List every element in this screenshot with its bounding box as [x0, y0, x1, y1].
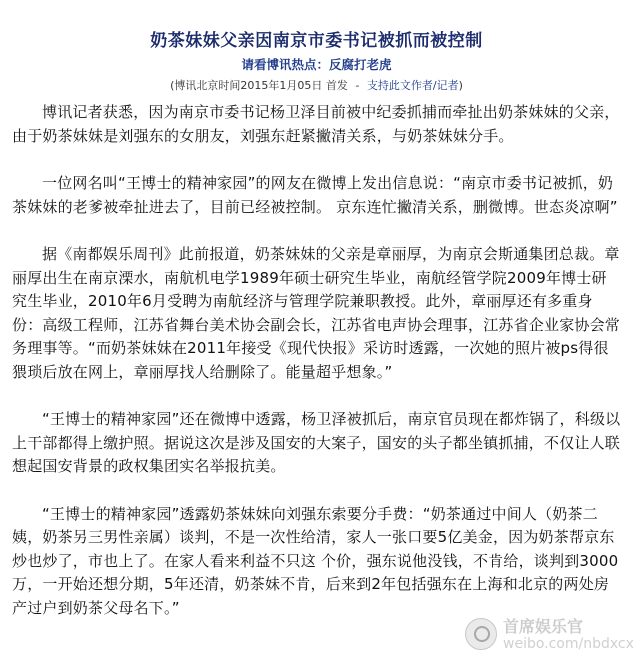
article-title: 奶茶妹妹父亲因南京市委书记被抓而被控制: [150, 31, 483, 51]
paragraph-2: 一位网名叫“王博士的精神家园”的网友在微博上发出信息说：“南京市委书记被抓，奶茶妹妹的老爹被牵扯进去了，目前已经被控制。 京东连忙撇清关系，删微博。世态炎凉啊”: [12, 174, 618, 216]
hot-topic-link[interactable]: 反腐打老虎: [329, 57, 392, 72]
watermark-name: 首席娱乐官: [503, 617, 584, 636]
article-meta: [12, 78, 621, 94]
paragraph-5: “王博士的精神家园”透露奶茶妹妹向刘强东索要分手费：“奶茶通过中间人（奶茶二姨，奶茶另三男性亲属）谈判，不是一次性给清，家人一张口要5亿美金，因为奶茶帮京东炒也炒了，市也上了。在家人看来利益不只这 个价，强东说他没钱，不肯给，谈判到3000万，一开始还想分期，5年还清，奶茶妹不肯，后来到2年包括强东在上海和北京的两处房产过户到奶茶父母名下。”: [12, 504, 619, 617]
source-time: (博讯北京时间2015年1月05日: [170, 79, 323, 92]
article-body: [12, 101, 621, 620]
paragraph-3: 据《南都娱乐周刊》此前报道，奶茶妹妹的父亲是章丽厚，为南京会斯通集团总裁。章丽厚出生在南京溧水，南航机电学1989年硕士研究生毕业，南航经管学院2009年博士研究生毕业，2010年6月受聘为南航经济与管理学院兼职教授。此外，章丽厚还有多重身份：高级工程师，江苏省舞台美术协会副会长，江苏省电声协会理事，江苏省企业家协会常务理事等。“而奶茶妹妹在2011年接受《现代快报》采访时透露，一次她的照片被ps得很猥琐后放在网上，章丽厚找人给删除了。能量超乎想象。”: [12, 245, 621, 381]
meta-separator: -: [355, 79, 360, 92]
support-author-link[interactable]: 支持此文作者/记者: [366, 79, 459, 92]
watermark-url: weibo.com/nbdxcx: [503, 636, 634, 652]
paragraph-1: 博讯记者获悉，因为南京市委书记杨卫泽目前被中纪委抓捕而牵扯出奶茶妹妹的父亲，由于奶茶妹妹是刘强东的女朋友，刘强东赶紧撇清关系，与奶茶妹妹分手。: [12, 103, 620, 145]
hot-topic-line: [12, 56, 621, 74]
home-label: 首发: [325, 79, 348, 92]
weibo-watermark: [463, 612, 634, 660]
paragraph-4: “王博士的精神家园”还在微博中透露，杨卫泽被抓后，南京官员现在都炸锅了，科级以上干部都得上缴护照。据说这次是涉及国安的大案子，国安的头子都坐镇抓捕，不仅让人联想起国安背景的政权集团实名举报抗美。: [12, 410, 621, 475]
weibo-logo-icon: [465, 618, 497, 650]
hot-topic-label: 请看博讯热点：: [241, 57, 329, 72]
meta-close: ): [458, 79, 463, 92]
